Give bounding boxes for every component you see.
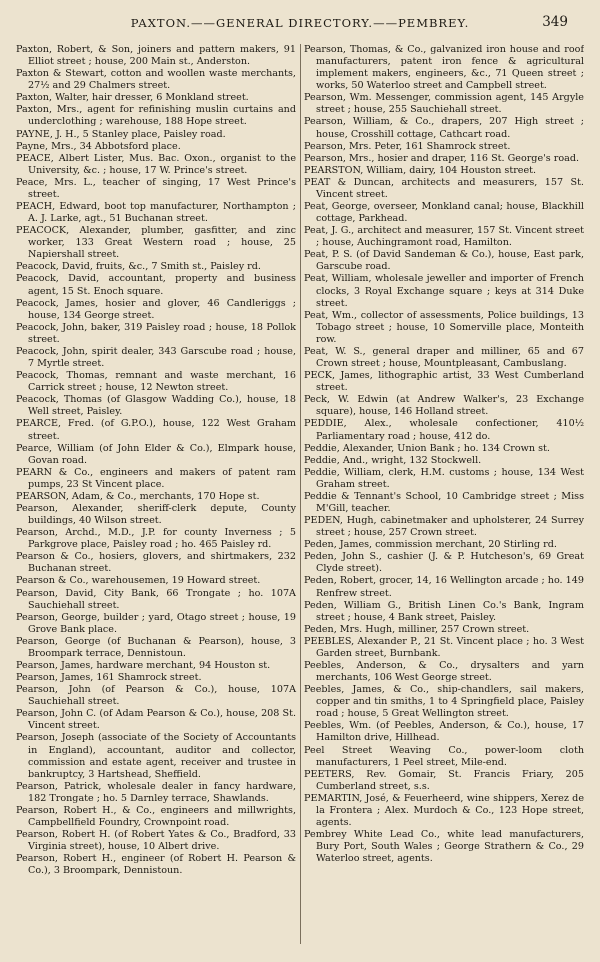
- directory-entry: Peden, James, commission merchant, 20 Stirling rd.: [304, 539, 557, 551]
- directory-entry: PEACH, Edward, boot top manufacturer, Northampton ; A. J. Larke, agt., 51 Buchanan street.: [16, 201, 296, 225]
- directory-entry: PEAT & Duncan, architects and measurers, 157 St. Vincent street.: [304, 176, 584, 200]
- directory-entry: Peebles, Anderson, & Co., drysalters and yarn merchants, 106 West George street.: [304, 659, 584, 684]
- directory-entry: Pearson, William, & Co., drapers, 207 High street ; house, Crosshill cottage, Cathcart road.: [304, 116, 584, 140]
- directory-entry: Peden, Robert, grocer, 14, 16 Wellington arcade ; ho. 149 Renfrew street.: [304, 575, 584, 599]
- directory-entry: Peace, Mrs. L., teacher of singing, 17 West Prince's street.: [16, 176, 296, 200]
- directory-entry: Peddie, Alexander, Union Bank ; ho. 134 Crown st.: [304, 442, 550, 454]
- directory-entry: Paxton, Robert, & Son, joiners and pattern makers, 91 Elliot street ; house, 200 Main st., Anderston.: [16, 44, 296, 68]
- directory-entry: Pearson, Mrs. Peter, 161 Shamrock street.: [304, 140, 511, 152]
- directory-entry: Pearson, Mrs., hosier and draper, 116 St. George's road.: [304, 152, 580, 164]
- directory-entry: PEARCE, Fred. (of G.P.O.), house, 122 West Graham street.: [16, 418, 296, 442]
- directory-entry: PEDEN, Hugh, cabinetmaker and upholsterer, 24 Surrey street ; house, 257 Crown street.: [304, 515, 584, 539]
- directory-entry: Peden, John S., cashier (J. & P. Hutcheson's, 69 Great Clyde street).: [304, 551, 584, 575]
- page-header: [0, 16, 600, 36]
- directory-entry: PEETERS, Rev. Gomair, St. Francis Friary, 205 Cumberland street, s.s.: [304, 768, 584, 792]
- directory-entry: Peacock, James, hosier and glover, 46 Candleriggs ; house, 134 George street.: [16, 297, 296, 321]
- left-column: [16, 44, 301, 944]
- directory-entry: PAYNE, J. H., 5 Stanley place, Paisley road.: [16, 128, 226, 140]
- directory-entry: PEDDIE, Alex., wholesale confectioner, 410½ Parliamentary road ; house, 412 do.: [304, 418, 584, 442]
- directory-entry: Pearson, John C. (of Adam Pearson & Co.), house, 208 St. Vincent street.: [16, 708, 296, 732]
- directory-entry: Peden, Mrs. Hugh, milliner, 257 Crown street.: [304, 623, 530, 635]
- directory-entry: PEACOCK, Alexander, plumber, gasfitter, and zinc worker, 133 Great Western road ; house, 25 Napiershall street.: [16, 225, 296, 261]
- directory-entry: Peat, Wm., collector of assessments, Police buildings, 13 Tobago street ; house, 10 Somerville place, Monteith row.: [304, 309, 584, 345]
- directory-entry: Paxton & Stewart, cotton and woollen waste merchants, 27½ and 29 Chalmers street.: [16, 68, 296, 92]
- directory-entry: Peacock, Thomas (of Glasgow Wadding Co.), house, 18 Well street, Paisley.: [16, 394, 296, 418]
- directory-entry: Peacock, John, spirit dealer, 343 Garscube road ; house, 7 Myrtle street.: [16, 345, 296, 370]
- directory-entry: Pearson, Patrick, wholesale dealer in fancy hardware, 182 Trongate ; ho. 5 Darnley terrace, Shawlands.: [16, 780, 296, 804]
- directory-entry: Peck, W. Edwin (at Andrew Walker's, 23 Exchange square), house, 146 Holland street.: [304, 394, 584, 418]
- running-title: PAXTON.——GENERAL DIRECTORY.——PEMBREY.: [130, 16, 470, 30]
- directory-entry: Pearson & Co., hosiers, glovers, and shirtmakers, 232 Buchanan street.: [16, 551, 296, 575]
- directory-entry: Pearson, David, City Bank, 66 Trongate ; ho. 107A Sauchiehall street.: [16, 587, 296, 611]
- directory-entry: Payne, Mrs., 34 Abbotsford place.: [16, 140, 181, 152]
- directory-entry: PEACE, Albert Lister, Mus. Bac. Oxon., organist to the University, &c. ; house, 17 W. Prince's street.: [16, 152, 296, 176]
- directory-entry: Pearson, Wm. Messenger, commission agent, 145 Argyle street ; house, 255 Sauchiehall street.: [304, 92, 584, 116]
- directory-entry: PECK, James, lithographic artist, 33 West Cumberland street.: [304, 370, 584, 394]
- directory-entry: Pearson, Alexander, sheriff-clerk depute, County buildings, 40 Wilson street.: [16, 502, 296, 527]
- directory-entry: Pearson, Thomas, & Co., galvanized iron house and roof manufacturers, patent iron fence & agricultural implement makers, engineers, &c., 71 Queen street ; works, 50 Waterloo street and Campbell street.: [304, 44, 584, 92]
- directory-entry: Pearson, John (of Pearson & Co.), house, 107A Sauchiehall street.: [16, 684, 296, 708]
- directory-entry: Pembrey White Lead Co., white lead manufacturers, Bury Port, South Wales ; George Strathern & Co., 29 Waterloo street, agents.: [304, 829, 584, 865]
- directory-entry: Peat, W. S., general draper and milliner, 65 and 67 Crown street ; house, Mountpleasant, Cambuslang.: [304, 345, 584, 370]
- directory-entry: Pearson, George (of Buchanan & Pearson), house, 3 Broompark terrace, Dennistoun.: [16, 635, 296, 659]
- directory-entry: Peat, George, overseer, Monkland canal; house, Blackhill cottage, Parkhead.: [304, 201, 584, 225]
- directory-entry: Peebles, Wm. (of Peebles, Anderson, & Co.), house, 17 Hamilton drive, Hillhead.: [304, 720, 584, 744]
- directory-entry: Pearson & Co., warehousemen, 19 Howard street.: [16, 575, 261, 587]
- directory-entry: Pearce, William (of John Elder & Co.), Elmpark house, Govan road.: [16, 442, 296, 466]
- directory-entry: Paxton, Walter, hair dresser, 6 Monkland street.: [16, 92, 249, 104]
- directory-entry: Peat, P. S. (of David Sandeman & Co.), house, East park, Garscube road.: [304, 249, 584, 273]
- directory-entry: PEARSON, Adam, & Co., merchants, 170 Hope st.: [16, 490, 260, 502]
- directory-entry: Peddie & Tennant's School, 10 Cambridge street ; Miss M'Gill, teacher.: [304, 490, 584, 514]
- directory-entry: Peacock, John, baker, 319 Paisley road ; house, 18 Pollok street.: [16, 321, 296, 345]
- directory-entry: PEMARTIN, José, & Feuerheerd, wine shippers, Xerez de la Frontera ; Alex. Murdoch & Co., 123 Hope street, agents.: [304, 792, 584, 828]
- directory-entry: Peebles, James, & Co., ship-chandlers, sail makers, copper and tin smiths, 1 to 4 Springfield place, Paisley road ; house, 5 Great Wellington street.: [304, 684, 584, 720]
- directory-entry: Pearson, George, builder ; yard, Otago street ; house, 19 Grove Bank place.: [16, 611, 296, 635]
- directory-entry: Peel Street Weaving Co., power-loom cloth manufacturers, 1 Peel street, Mile-end.: [304, 744, 584, 768]
- directory-entry: Peat, J. G., architect and measurer, 157 St. Vincent street ; house, Auchingramont road, Hamilton.: [304, 225, 584, 249]
- directory-entry: Pearson, Robert H. (of Robert Yates & Co., Bradford, 33 Virginia street), house, 10 Albert drive.: [16, 829, 296, 853]
- page-number: 349: [542, 14, 568, 30]
- directory-entry: Peacock, David, accountant, property and business agent, 15 St. Enoch square.: [16, 273, 296, 297]
- directory-entry: Peden, William G., British Linen Co.'s Bank, Ingram street ; house, 4 Bank street, Paisley.: [304, 599, 584, 623]
- directory-entry: Pearson, Joseph (associate of the Society of Accountants in England), accountant, auditor and collector, commission and estate agent, receiver and trustee in bankruptcy, 3 Hartshead, Sheffield.: [16, 732, 296, 780]
- directory-entry: Pearson, James, 161 Shamrock street.: [16, 672, 202, 684]
- directory-entry: Pearson, Archd., M.D., J.P. for county Inverness ; 5 Parkgrove place, Paisley road ; ho. 465 Paisley rd.: [16, 527, 296, 551]
- directory-entry: PEARN & Co., engineers and makers of patent ram pumps, 23 St Vincent place.: [16, 466, 296, 490]
- directory-entry: Pearson, Robert H., & Co., engineers and millwrights, Campbellfield Foundry, Crownpoint road.: [16, 804, 296, 828]
- directory-entry: Pearson, Robert H., engineer (of Robert H. Pearson & Co.), 3 Broompark, Dennistoun.: [16, 853, 296, 877]
- directory-columns: [16, 44, 584, 944]
- directory-entry: Peacock, David, fruits, &c., 7 Smith st., Paisley rd.: [16, 261, 261, 273]
- directory-entry: Paxton, Mrs., agent for refinishing muslin curtains and underclothing ; warehouse, 188 Hope street.: [16, 104, 296, 128]
- directory-entry: Peacock, Thomas, remnant and waste merchant, 16 Carrick street ; house, 12 Newton street.: [16, 370, 296, 394]
- directory-entry: PEARSTON, William, dairy, 104 Houston street.: [304, 164, 537, 176]
- directory-entry: PEEBLES, Alexander P., 21 St. Vincent place ; ho. 3 West Garden street, Burnbank.: [304, 635, 584, 659]
- directory-entry: Peddie, William, clerk, H.M. customs ; house, 134 West Graham street.: [304, 466, 584, 490]
- right-column: [304, 44, 584, 944]
- directory-entry: Peat, William, wholesale jeweller and importer of French clocks, 3 Royal Exchange square ; keys at 314 Duke street.: [304, 273, 584, 309]
- directory-entry: Peddie, And., wright, 132 Stockwell.: [304, 454, 482, 466]
- directory-entry: Pearson, James, hardware merchant, 94 Houston st.: [16, 659, 271, 671]
